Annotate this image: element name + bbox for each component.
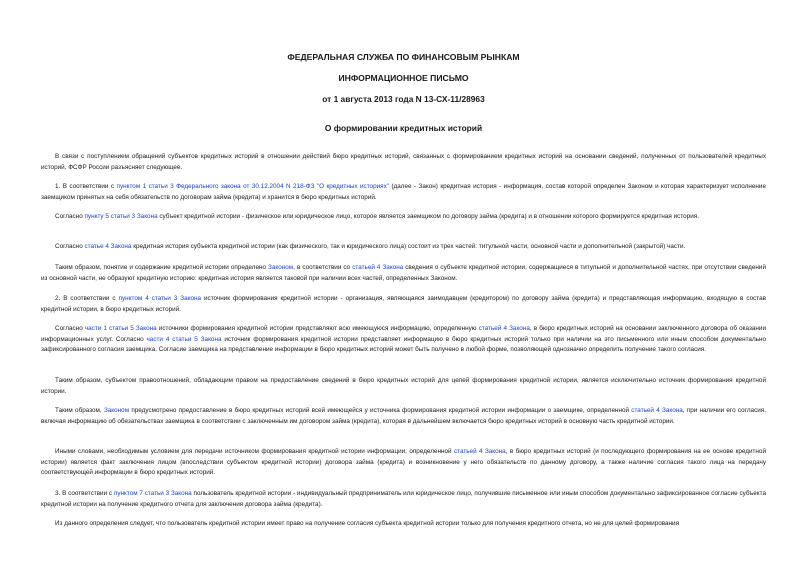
paragraph-3-user-of-credit-history: 3. В соответствии с пунктом 7 статьи 3 Закона пользователь кредитной истории - индивидуальный предприниматель или юридическое лицо, получившие письменное или иным способом документально зафиксированное согласие субъекта кредитной истории на получение кредитного отчета для заключения договора займа (кредита). bbox=[41, 490, 767, 508]
document-date-number: от 1 августа 2013 года N 13-СХ-11/28963 bbox=[322, 94, 485, 104]
agency-title: ФЕДЕРАЛЬНАЯ СЛУЖБА ПО ФИНАНСОВЫМ РЫНКАМ bbox=[287, 52, 520, 62]
law-reference-link[interactable]: статьей 4 Закона bbox=[352, 264, 404, 271]
law-reference-link[interactable]: пунктом 4 статьи 3 Закона bbox=[118, 295, 202, 302]
paragraph-law-provides: Таким образом, Законом предусмотрено предоставление в бюро кредитных историй всей имеющейся у источника формирования кредитной истории информации о заемщике, определенной статьей 4 Закона, при наличии его согласия, включая информацию об обязательствах заемщика в соответствии с заключенным им договором займа (кредита), которая в дальнейшем включается бюро кредитных историй в основную часть кредитной истории. bbox=[41, 407, 767, 425]
paragraph-subject-of-relations: Таким образом, субъектом правоотношений, обладающим правом на предоставление сведений в бюро кредитных историй для целей формирования кредитной истории, является исключительно источник формирования кредитной истории. bbox=[41, 377, 766, 395]
law-reference-link[interactable]: части 1 статьи 5 Закона bbox=[84, 325, 157, 332]
paragraph-credit-history-subject: Согласно пункту 5 статьи 3 Закона субъект кредитной истории - физическое или юридическое лицо, которое является заемщиком по договору займа (кредита) и в отношении которого формируется кредитная история. bbox=[55, 213, 699, 220]
law-reference-link[interactable]: части 4 статьи 5 Закона bbox=[146, 335, 222, 343]
paragraph-sources-provide-information: Согласно части 1 статьи 5 Закона источники формирования кредитной истории представляют всю имеющуюся информацию, определенную статьей 4 Закона, в бюро кредитных историй на основании заключенного договора об оказании информационных услуг. Согласно части 4 статьи 5 Закона источник формирования кредитной истории представляет информацию в бюро кредитных историй только при наличии на это письменного или иным способом документально зафиксированного согласия заемщика. Согласие заемщика на представление информации в бюро кредитных историй может быть получено в любой форме, позволяющей однозначно определить получение такого согласия. bbox=[41, 325, 767, 353]
law-reference-link[interactable]: статьей 4 Закона bbox=[631, 407, 683, 414]
law-reference-link[interactable]: пункту 5 статьи 3 Закона bbox=[84, 213, 158, 220]
paragraph-concept-content: Таким образом, понятие и содержание кредитной истории определено Законом, в соответствии со статьей 4 Закона сведения о субъекте кредитной истории, содержащиеся в титульной и дополнительной частях, при отсутствии сведений из основной части, не образуют кредитную историю: кредитная история является таковой при наличии всех частей, определенных Законом. bbox=[41, 264, 766, 282]
paragraph-user-right-to-consent: Из данного определения следует, что пользователь кредитной истории имеет право на получение согласия субъекта кредитной истории только для получения кредитного отчета, но не для целей формирования bbox=[55, 520, 680, 527]
law-reference-link[interactable]: статье 4 Закона bbox=[84, 243, 132, 250]
law-reference-link[interactable]: статьей 4 Закона bbox=[478, 325, 530, 332]
document-type: ИНФОРМАЦИОННОЕ ПИСЬМО bbox=[338, 73, 469, 83]
paragraph-1-credit-history-definition: 1. В соответствии с пунктом 1 статьи 3 Федерального закона от 30.12.2004 N 218-ФЗ "О кредитных историях" (далее - Закон) кредитная история - информация, состав которой определен Законом и которая характеризует исполнение заемщиком принятых на себя обязательств по договорам займа (кредита) и хранится в бюро кредитных историй. bbox=[41, 183, 766, 201]
paragraph-in-other-words: Иными словами, необходимым условием для передачи источником формирования кредитной истории информации, определенной статьей 4 Закона, в бюро кредитных историй (и последующего формирования на ее основе кредитной истории) является факт заключения лицом (впоследствии субъектом кредитной истории) договора займа (кредита) и возникновение у него обязательств по данному договору, а также наличие согласия такого лица на передачу соответствующей информации в бюро кредитных историй. bbox=[41, 448, 766, 476]
paragraph-intro: В связи с поступлением обращений субъектов кредитных историй в отношении действий бюро кредитных историй, связанных с формированием кредитных историй на основании сведений, полученных от пользователей кредитных историй, ФСФР России разъясняет следующее. bbox=[41, 153, 766, 171]
law-reference-link[interactable]: статьей 4 Закона bbox=[453, 448, 506, 455]
document-subject: О формировании кредитных историй bbox=[324, 123, 483, 133]
law-reference-link[interactable]: Законом bbox=[268, 264, 294, 271]
law-reference-link[interactable]: Законом bbox=[103, 407, 130, 414]
paragraph-2-source-of-formation: 2. В соответствии с пунктом 4 статьи 3 Закона источник формирования кредитной истории - организация, являющаяся заимодавцем (кредитором) по договору займа (кредита) и представляющая информацию, входящую в состав кредитной истории, в бюро кредитных историй. bbox=[41, 295, 767, 313]
law-reference-link[interactable]: пунктом 7 статьи 3 Закона bbox=[113, 490, 192, 497]
paragraph-credit-history-parts: Согласно статье 4 Закона кредитная история субъекта кредитной истории (как физического, так и юридического лица) состоит из трех частей: титульной части, основной части и дополнительной (закрытой) части. bbox=[55, 243, 686, 250]
law-reference-link[interactable]: пунктом 1 статьи 3 Федерального закона от 30.12.2004 N 218-ФЗ "О кредитных историях" bbox=[116, 183, 390, 190]
